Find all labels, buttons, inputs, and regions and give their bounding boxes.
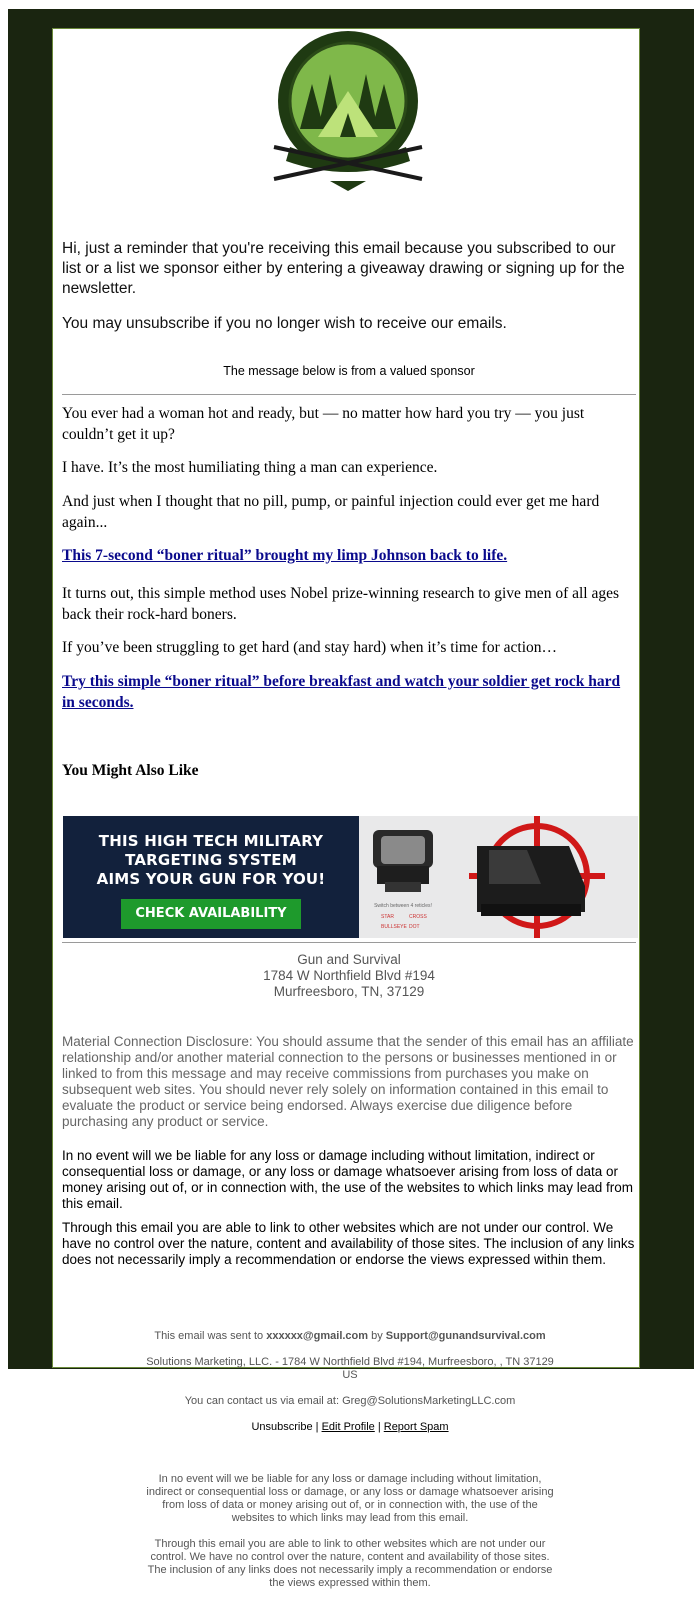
banner-line-3: AIMS YOUR GUN FOR YOU! xyxy=(96,870,326,888)
disclosure-text: Material Connection Disclosure: You should assume that the sender of this email has an affiliate relationship and/or another material connection to the persons or businesses mentioned in or linked to from this message and may receive commissions from purchases you make on subsequent web sites. You should never rely solely on information contained in this email to evaluate the product or service being endorsed. Always exercise due diligence before purchasing any product or service. xyxy=(62,1034,634,1129)
reticle-label-dot: DOT xyxy=(409,924,420,930)
footer-links-disclaimer: Through this email you are able to link to other websites which are not under our control. We have no control over the nature, content and availability of those sites. The inclusion of any links does not necessarily imply a recommendation or endorse the views expressed within them. xyxy=(147,1538,553,1589)
footer-contact: You can contact us via email at: Greg@SolutionsMarketingLLC.com xyxy=(184,1395,516,1407)
banner-text-panel xyxy=(63,816,359,938)
body-paragraph-1: You ever had a woman hot and ready, but — no matter how hard you try — you just couldn’t get it up? xyxy=(62,405,585,443)
banner-line-2: TARGETING SYSTEM xyxy=(125,851,297,869)
footer-company-line: Solutions Marketing, LLC. - 1784 W Northfield Blvd #194, Murfreesboro, , TN 37129 xyxy=(146,1356,554,1368)
intro-reminder: Hi, just a reminder that you're receiving this email because you subscribed to our list or a list we sponsor either by entering a giveaway drawing or signing up for the newsletter. xyxy=(62,240,625,297)
offer-link-1[interactable]: This 7-second “boner ritual” brought my limp Johnson back to life. xyxy=(62,547,508,564)
footer-links: Unsubscribe | Edit Profile | Report Spam xyxy=(251,1421,449,1433)
recipient-email: xxxxxx@gmail.com xyxy=(266,1330,369,1342)
body-paragraph-3: And just when I thought that no pill, pump, or painful injection could ever get me hard again... xyxy=(62,493,600,531)
reticle-label-bullseye: BULLSEYE xyxy=(381,924,407,930)
reticle-caption: Switch between 4 reticles! xyxy=(374,903,432,909)
banner-product-panel xyxy=(359,816,638,938)
offer-link-2[interactable]: Try this simple “boner ritual” before breakfast and watch your soldier get rock hard in seconds. xyxy=(62,673,621,711)
divider-footer xyxy=(62,942,636,943)
report-spam-link[interactable]: Report Spam xyxy=(383,1421,449,1433)
address-city: Murfreesboro, TN, 37129 xyxy=(273,984,425,999)
reticle-label-star: STAR xyxy=(381,914,394,920)
email-card xyxy=(52,28,640,1368)
reticle-label-cross: CROSS xyxy=(409,914,427,920)
liability-text: In no event will we be liable for any loss or damage including without limitation, indirect or consequential loss or damage, or any loss or damage whatsoever arising from loss of data or money arising out of, or in connection with, the use of the websites to which links may lead from this email. xyxy=(62,1148,634,1211)
address-name: Gun and Survival xyxy=(297,952,401,967)
support-email: Support@gunandsurvival.com xyxy=(385,1330,546,1342)
edit-profile-link[interactable]: Edit Profile xyxy=(321,1421,375,1433)
gun-and-survival-logo[interactable] xyxy=(260,29,436,191)
intro-unsubscribe: You may unsubscribe if you no longer wish to receive our emails. xyxy=(62,315,507,332)
footer-sent-to: This email was sent to xxxxxx@gmail.com by Support@gunandsurvival.com xyxy=(154,1330,546,1342)
sponsor-note: The message below is from a valued sponsor xyxy=(223,364,475,378)
divider xyxy=(62,394,636,395)
body-paragraph-2: I have. It’s the most humiliating thing a man can experience. xyxy=(62,459,438,476)
address-street: 1784 W Northfield Blvd #194 xyxy=(263,968,435,983)
body-paragraph-5: If you’ve been struggling to get hard (and stay hard) when it’s time for action… xyxy=(62,639,558,656)
banner-line-1: THIS HIGH TECH MILITARY xyxy=(98,832,324,850)
you-might-also-like-heading: You Might Also Like xyxy=(62,762,199,779)
check-availability-button[interactable]: CHECK AVAILABILITY xyxy=(121,899,300,929)
body-paragraph-4: It turns out, this simple method uses Nobel prize-winning research to give men of all ages back their rock-hard boners. xyxy=(62,585,620,623)
targeting-system-banner[interactable] xyxy=(63,816,638,938)
unsubscribe-link[interactable]: Unsubscribe xyxy=(251,1421,313,1433)
address-block xyxy=(62,952,636,1000)
footer xyxy=(140,1330,560,1590)
footer-liability: In no event will we be liable for any loss or damage including without limitation, indirect or consequential loss or damage, or any loss or damage whatsoever arising from loss of data or money arising out of, or in connection with, the use of the websites to which links may lead from this email. xyxy=(146,1473,554,1524)
footer-country: US xyxy=(342,1369,358,1381)
links-disclaimer-text: Through this email you are able to link to other websites which are not under our control. We have no control over the nature, content and availability of those sites. The inclusion of any links does not necessarily imply a recommendation or endorse the views expressed within them. xyxy=(62,1220,635,1267)
